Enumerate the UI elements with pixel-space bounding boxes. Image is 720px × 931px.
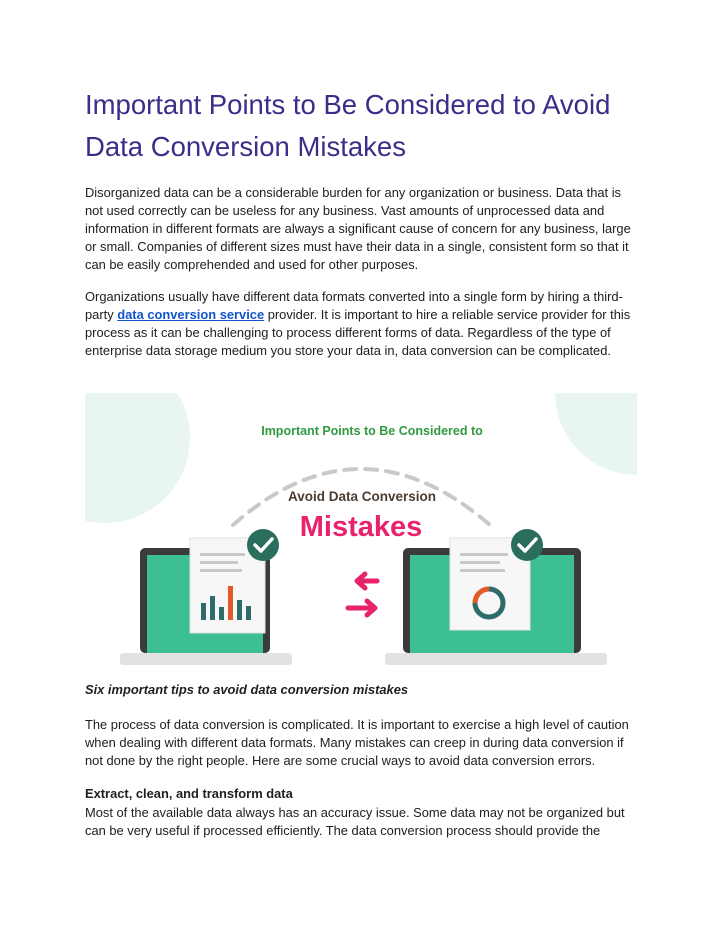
left-laptop xyxy=(120,529,292,665)
extract-clean-transform-heading: Extract, clean, and transform data xyxy=(85,786,293,801)
doc-line xyxy=(460,561,500,564)
mint-circle-right xyxy=(555,393,637,475)
doc-line xyxy=(200,553,245,556)
page-title: Important Points to Be Considered to Avoid Data Conversion Mistakes xyxy=(85,89,611,162)
arrow-left-icon xyxy=(357,574,377,588)
tips-subheading: Six important tips to avoid data conversion mistakes xyxy=(85,682,409,697)
second-paragraph-end: provider. It is important to hire a reliable service provider for this process as it can be challenging to process different forms of data. Regardless of the type of enterprise data storage medium you store your data in, data conversion can be complicated. xyxy=(85,307,631,358)
intro-paragraph: Disorganized data can be a considerable burden for any organization or business. Data that is not used correctly can be useless for any business. Vast amounts of unprocessed data and information in different formats are always a significant cause of concern for any business, large or small. Companies of different sizes must have their data in a single, consistent form so that it can be easily comprehended and used for other purposes. xyxy=(85,185,631,272)
bar-icon xyxy=(237,600,242,620)
left-laptop-base xyxy=(120,653,292,665)
conversion-arrows xyxy=(348,574,377,615)
data-conversion-service-link[interactable]: data conversion service xyxy=(117,307,265,322)
fourth-paragraph: Most of the available data always has an accuracy issue. Some data may not be organized but can be very useful if processed efficiently. The data conversion process should provide the xyxy=(85,805,625,838)
mint-circle-left xyxy=(85,393,190,523)
check-badge-right xyxy=(511,529,543,561)
bar-icon xyxy=(210,596,215,620)
doc-line xyxy=(460,569,505,572)
third-paragraph: The process of data conversion is complicated. It is important to exercise a high level of caution when dealing with different data formats. Many mistakes can creep in during data conversion if not done by the right people. Here are some crucial ways to avoid data conversion errors. xyxy=(85,717,629,768)
illustration-heading-line2: Avoid Data Conversion xyxy=(287,489,437,504)
illustration-heading-line1: Important Points to Be Considered to xyxy=(261,424,483,438)
second-paragraph-start: Organizations usually have different data formats converted into a single form by hiring a third-party xyxy=(85,289,623,322)
right-laptop xyxy=(385,529,607,665)
bar-icon xyxy=(219,607,224,620)
data-conversion-illustration xyxy=(85,393,637,673)
second-paragraph xyxy=(85,288,640,360)
doc-line xyxy=(200,561,238,564)
illustration-svg xyxy=(85,393,637,673)
illustration-heading-mistakes: Mistakes xyxy=(299,511,423,543)
doc-line xyxy=(460,553,508,556)
bar-icon xyxy=(246,606,251,620)
bar-icon xyxy=(201,603,206,620)
check-badge-left xyxy=(247,529,279,561)
doc-line xyxy=(200,569,242,572)
arrow-right-icon xyxy=(348,601,375,615)
bar-icon xyxy=(228,586,233,620)
right-laptop-base xyxy=(385,653,607,665)
